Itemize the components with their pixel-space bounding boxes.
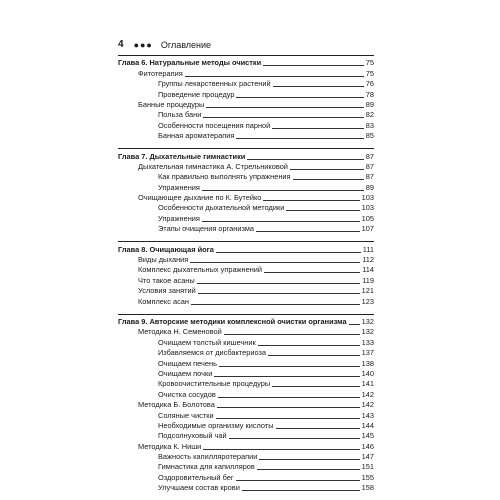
chapter-divider: [118, 314, 374, 315]
chapter-divider: [118, 55, 374, 56]
dot-leader: [272, 128, 363, 129]
toc-page-number: 121: [361, 286, 374, 296]
page-number: 4: [118, 39, 124, 50]
toc-entry-title: Виды дыхания: [138, 255, 189, 265]
chapter-gap: [118, 234, 374, 238]
toc-page-number: 111: [362, 244, 374, 254]
bullet-dots-icon: ●●●: [133, 39, 153, 50]
toc-page-number: 78: [365, 89, 374, 99]
dot-leader: [203, 449, 359, 450]
toc-entry[interactable]: [118, 389, 374, 399]
toc-page-number: 137: [361, 348, 374, 358]
toc-page-number: 140: [361, 368, 374, 378]
toc-page-number: 151: [361, 462, 374, 472]
toc-entry[interactable]: [118, 462, 374, 472]
dot-leader: [263, 65, 364, 66]
toc-page-number: 85: [365, 131, 374, 141]
toc-page-number: 75: [365, 58, 374, 68]
toc-entry-title: Упражнения: [158, 213, 200, 223]
dot-leader: [191, 304, 360, 305]
dot-leader: [257, 469, 360, 470]
toc-page-number: 132: [361, 327, 374, 337]
chapter-divider: [118, 148, 374, 149]
toc-entry[interactable]: [118, 79, 374, 89]
toc-page-number: 138: [361, 358, 374, 368]
toc-page-number: 133: [361, 337, 374, 347]
dot-leader: [259, 459, 359, 460]
toc-entry[interactable]: [118, 441, 374, 451]
dot-leader: [219, 366, 360, 367]
dot-leader: [242, 490, 360, 491]
toc-entry[interactable]: [118, 327, 374, 337]
dot-leader: [293, 179, 364, 180]
toc-page-number: 107: [361, 224, 374, 234]
toc-entry-title: Методика Н. Семеновой: [138, 327, 222, 337]
toc-entry-title: Комплекс асан: [138, 296, 189, 306]
toc-page-number: 143: [361, 410, 374, 420]
toc-page-number: 89: [365, 99, 374, 109]
toc-entry[interactable]: [118, 162, 374, 172]
toc-entry[interactable]: [118, 203, 374, 213]
toc-entry[interactable]: [118, 410, 374, 420]
dot-leader: [263, 200, 359, 201]
toc-entry-title: Комплекс дыхательных упражнений: [138, 265, 263, 275]
toc-entry-title: Очищающее дыхание по К. Бутейко: [138, 193, 262, 203]
dot-leader: [214, 376, 359, 377]
toc-entry[interactable]: [118, 172, 374, 182]
dot-leader: [276, 428, 360, 429]
toc-entry[interactable]: [118, 182, 374, 192]
dot-leader: [202, 190, 364, 191]
toc-page-number: 112: [362, 255, 374, 265]
toc-entry-title: Глава 6. Натуральные методы очистки: [118, 58, 262, 68]
toc-entry[interactable]: [118, 452, 374, 462]
toc-page-number: 146: [361, 441, 374, 451]
toc-entry[interactable]: [118, 296, 374, 306]
toc-entry[interactable]: [118, 68, 374, 78]
dot-leader: [229, 438, 360, 439]
toc-entry-title: Очищаем почки: [158, 368, 213, 378]
dot-leader: [203, 117, 363, 118]
toc-entry[interactable]: [118, 431, 374, 441]
toc-entry[interactable]: [118, 286, 374, 296]
toc-chapter[interactable]: [118, 151, 374, 161]
dot-leader: [185, 76, 364, 77]
toc-page-number: 142: [361, 400, 374, 410]
toc-entry-title: Особенности посещения парной: [158, 120, 271, 130]
toc-entry-title: Кровоочистительные процедуры: [158, 379, 271, 389]
toc-entry-title: Оздоровительный бег: [158, 472, 234, 482]
chapter-gap: [118, 141, 374, 145]
toc-page-number: 155: [361, 472, 374, 482]
table-of-contents: [118, 52, 374, 493]
toc-entry[interactable]: [118, 224, 374, 234]
toc-page-number: 87: [365, 151, 374, 161]
toc-entry[interactable]: [118, 358, 374, 368]
toc-entry-title: Дыхательная гимнастика А. Стрельниковой: [138, 161, 288, 171]
dot-leader: [236, 97, 363, 98]
page-header: [118, 39, 211, 50]
dot-leader: [272, 386, 359, 387]
chapter-gap: [118, 307, 374, 311]
toc-entry-title: Соляные чистки: [158, 410, 214, 420]
dot-leader: [286, 210, 359, 211]
toc-entry-title: Польза бани: [158, 110, 202, 120]
dot-leader: [349, 324, 360, 325]
toc-entry-title: Что такое асаны: [138, 275, 195, 285]
toc-chapter[interactable]: [118, 244, 374, 254]
toc-entry-title: Условия занятий: [138, 286, 196, 296]
dot-leader: [190, 262, 360, 263]
toc-page-number: 114: [362, 265, 374, 275]
toc-entry[interactable]: [118, 100, 374, 110]
toc-entry-title: Как правильно выполнять упражнения: [158, 172, 291, 182]
toc-entry-title: Глава 8. Очищающая йога: [118, 244, 214, 254]
toc-page-number: 75: [365, 68, 374, 78]
toc-page-number: 119: [362, 275, 374, 285]
toc-page-number: 103: [361, 193, 374, 203]
dot-leader: [216, 418, 360, 419]
toc-chapter[interactable]: [118, 58, 374, 68]
toc-entry[interactable]: [118, 255, 374, 265]
toc-entry[interactable]: [118, 275, 374, 285]
toc-page-number: 123: [361, 296, 374, 306]
toc-entry[interactable]: [118, 89, 374, 99]
toc-entry-title: Этапы очищения организма: [158, 224, 255, 234]
toc-entry[interactable]: [118, 369, 374, 379]
toc-page-number: 105: [361, 213, 374, 223]
toc-entry-title: Необходимые организму кислоты: [158, 420, 274, 430]
toc-entry[interactable]: [118, 265, 374, 275]
toc-entry[interactable]: [118, 348, 374, 358]
toc-entry-title: Особенности дыхательной методики: [158, 203, 285, 213]
toc-page-number: 132: [361, 316, 374, 326]
chapter-divider: [118, 241, 374, 242]
toc-entry[interactable]: [118, 193, 374, 203]
toc-entry-title: Очищаем толстый кишечник: [158, 337, 256, 347]
toc-entry[interactable]: [118, 379, 374, 389]
dot-leader: [202, 221, 360, 222]
dot-leader: [224, 334, 360, 335]
toc-page-number: 147: [361, 452, 374, 462]
toc-entry-title: Группы лекарственных растений: [158, 79, 271, 89]
toc-entry-title: Методика Б. Болотова: [138, 400, 215, 410]
toc-entry-title: Важность капилляротерапии: [158, 452, 258, 462]
dot-leader: [236, 138, 363, 139]
dot-leader: [290, 169, 364, 170]
toc-page-number: 158: [361, 483, 374, 493]
toc-page-number: 83: [365, 120, 374, 130]
toc-entry[interactable]: [118, 131, 374, 141]
running-title: Оглавление: [160, 39, 212, 50]
dot-leader: [256, 231, 360, 232]
toc-page-number: 144: [361, 420, 374, 430]
toc-entry-title: Проведение процедур: [158, 89, 235, 99]
dot-leader: [206, 107, 363, 108]
toc-entry[interactable]: [118, 213, 374, 223]
toc-page-number: 103: [361, 203, 374, 213]
dot-leader: [258, 345, 360, 346]
toc-entry-title: Глава 7. Дыхательные гимнастики: [118, 151, 246, 161]
toc-entry-title: Глава 9. Авторские методики комплексной очистки организма: [118, 316, 347, 326]
dot-leader: [218, 397, 360, 398]
toc-page-number: 141: [361, 379, 374, 389]
toc-page-number: 87: [365, 172, 374, 182]
toc-page-number: 142: [361, 389, 374, 399]
toc-entry-title: Банная ароматерапия: [158, 131, 235, 141]
dot-leader: [197, 283, 360, 284]
toc-entry-title: Фитотерапия: [138, 68, 183, 78]
toc-page-number: 76: [365, 79, 374, 89]
toc-entry-title: Очищаем печень: [158, 358, 217, 368]
toc-entry[interactable]: [118, 337, 374, 347]
toc-entry-title: Очистка сосудов: [158, 389, 216, 399]
toc-entry-title: Банные процедуры: [138, 99, 205, 109]
toc-entry-title: Гимнастика для капилляров: [158, 462, 255, 472]
dot-leader: [236, 480, 360, 481]
dot-leader: [273, 86, 364, 87]
dot-leader: [268, 355, 360, 356]
toc-page-number: 82: [365, 110, 374, 120]
dot-leader: [217, 407, 360, 408]
toc-entry-title: Подсолнуховый чай: [158, 431, 227, 441]
toc-chapter[interactable]: [118, 317, 374, 327]
toc-entry[interactable]: [118, 400, 374, 410]
toc-entry[interactable]: [118, 110, 374, 120]
toc-entry-title: Избавляемся от дисбактериоза: [158, 348, 266, 358]
toc-entry[interactable]: [118, 472, 374, 482]
toc-entry[interactable]: [118, 483, 374, 493]
toc-entry[interactable]: [118, 421, 374, 431]
dot-leader: [264, 272, 360, 273]
toc-entry[interactable]: [118, 120, 374, 130]
toc-entry-title: Упражнения: [158, 182, 200, 192]
toc-entry-title: Методика К. Ниши: [138, 441, 202, 451]
toc-page-number: 89: [365, 182, 374, 192]
toc-page-number: 87: [365, 161, 374, 171]
toc-entry-title: Улучшаем состав крови: [158, 483, 240, 493]
toc-page-number: 145: [361, 431, 374, 441]
dot-leader: [198, 293, 360, 294]
dot-leader: [216, 252, 361, 253]
dot-leader: [247, 159, 363, 160]
